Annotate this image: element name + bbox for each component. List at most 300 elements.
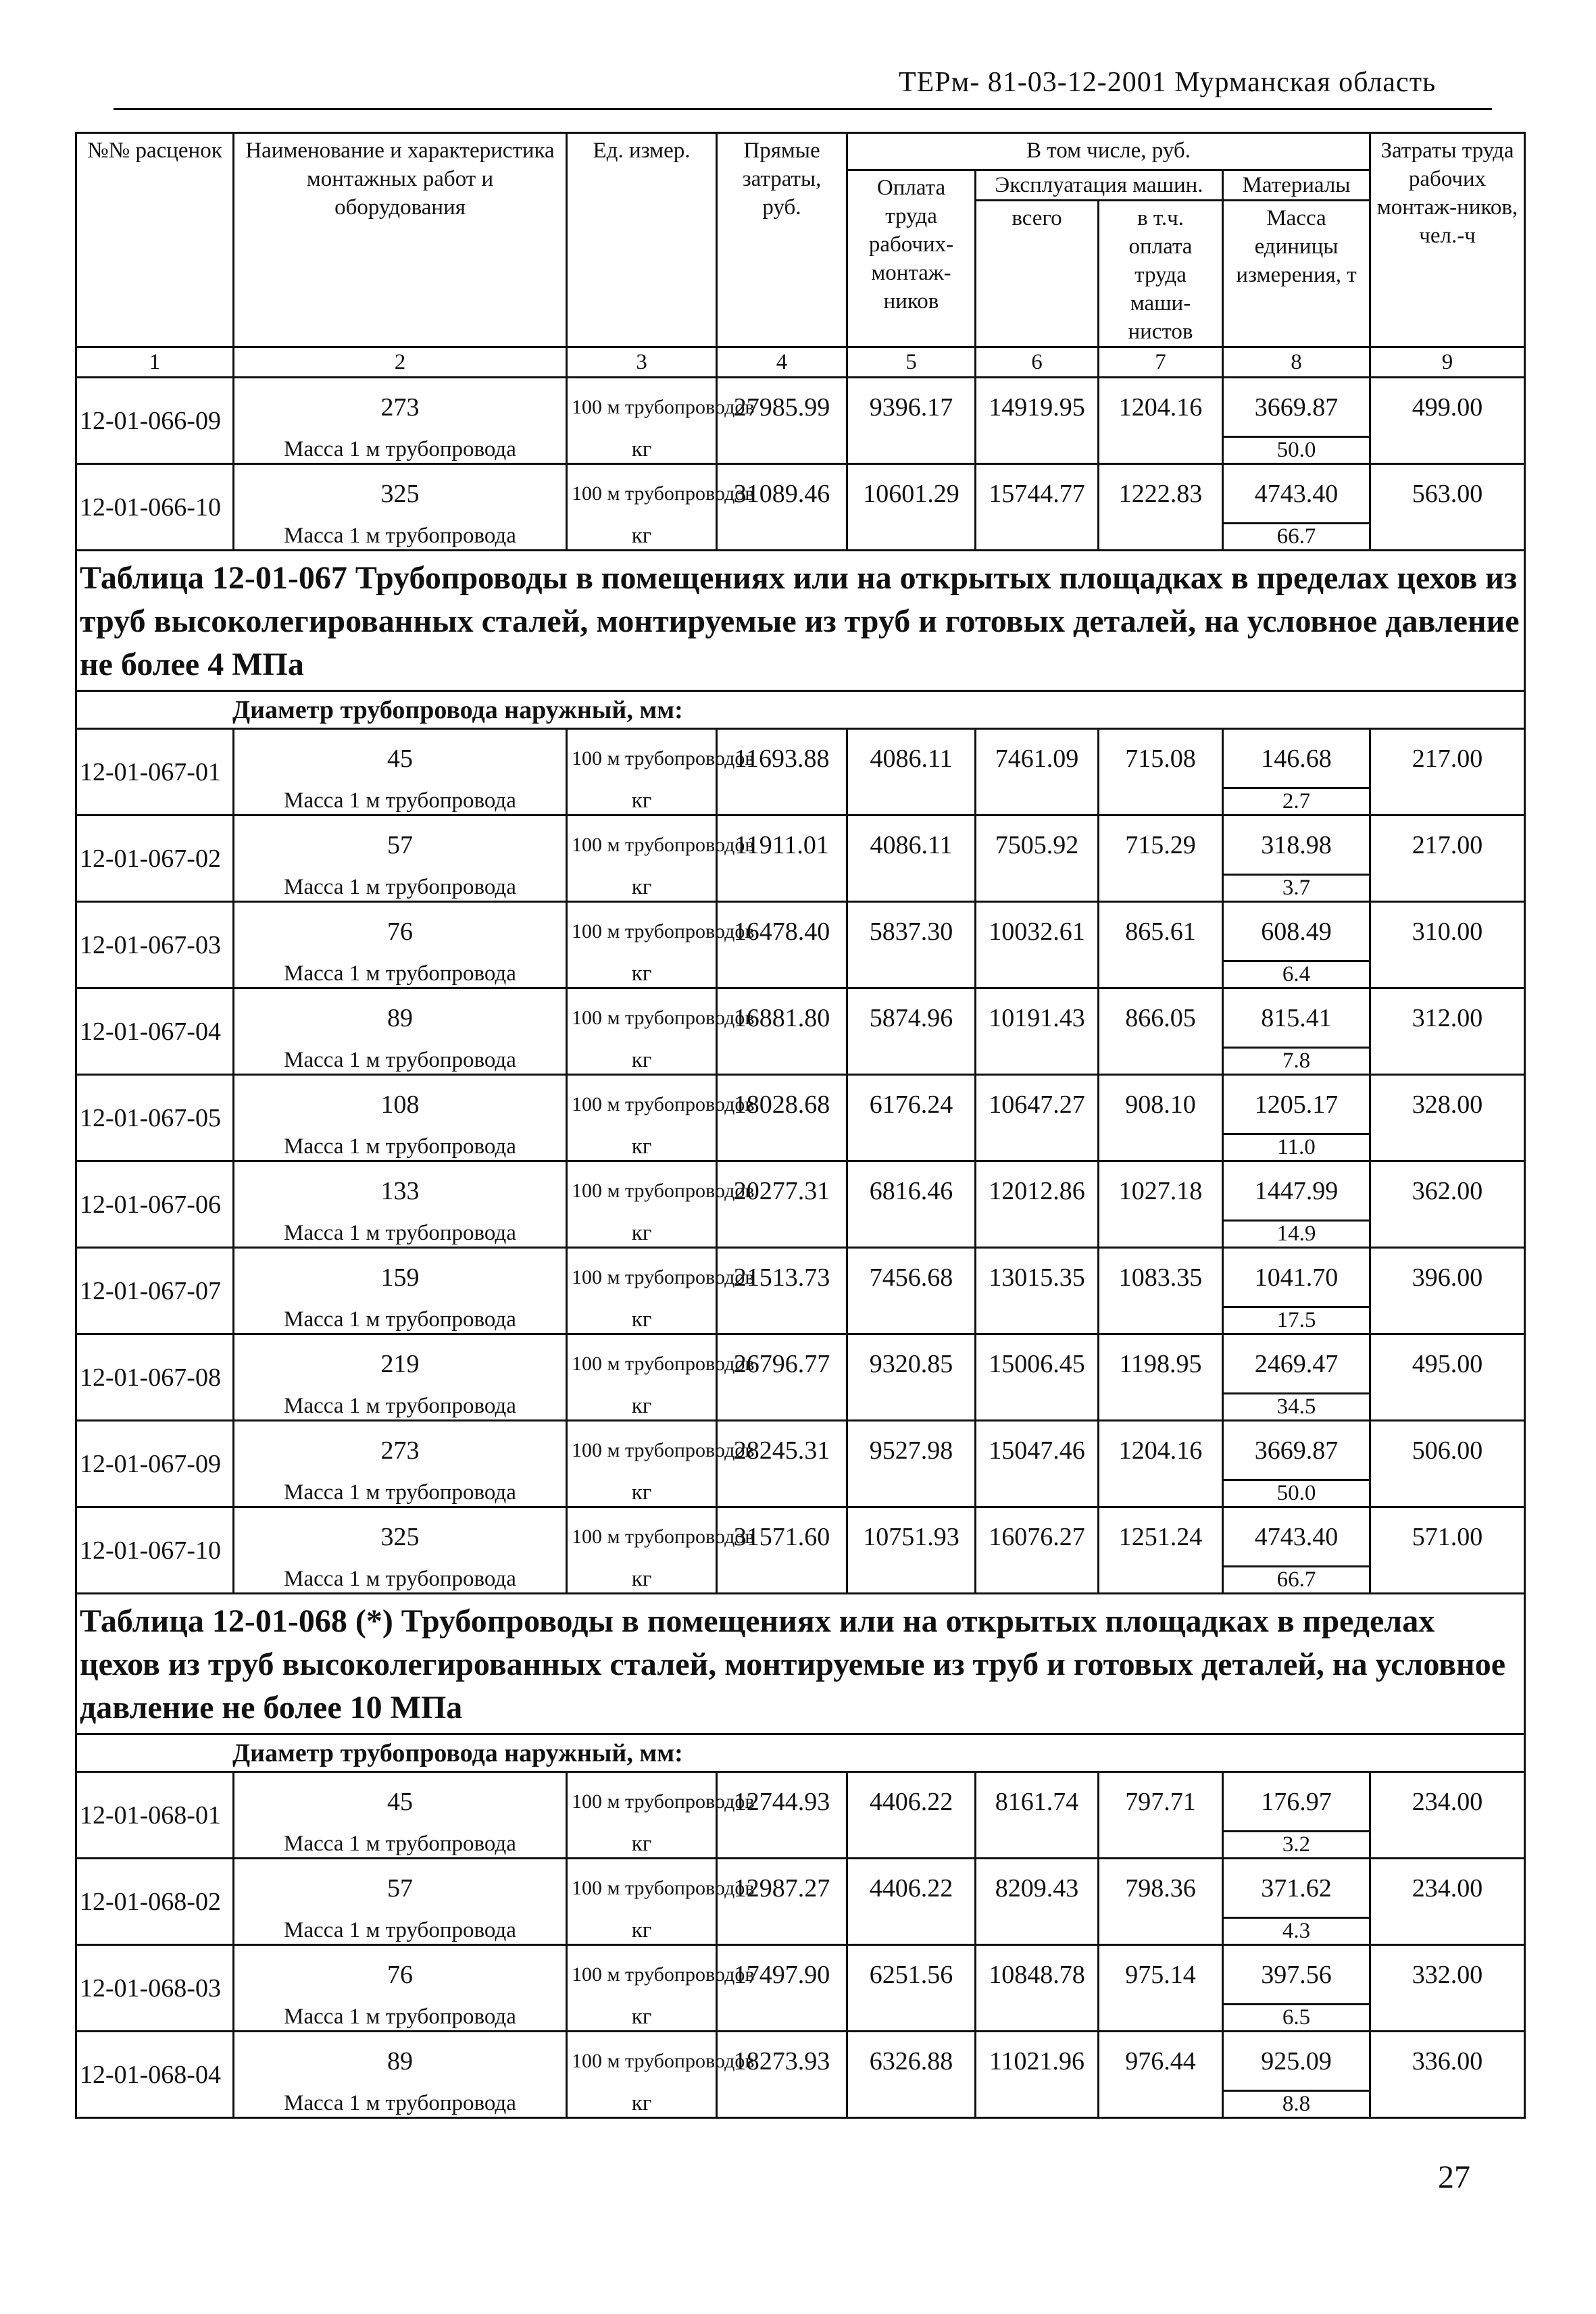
machine-total: 7505.92 [976, 815, 1099, 875]
col-header-direct: Прямые затраты, руб. [717, 133, 847, 347]
empty-cell [976, 1307, 1099, 1334]
pipe-diameter: 89 [234, 2032, 567, 2091]
materials: 1447.99 [1223, 1161, 1370, 1221]
materials: 1041.70 [1223, 1248, 1370, 1307]
labor-pay: 6251.56 [847, 1945, 976, 2005]
col-header-mass: Масса единицы измерения, т [1223, 201, 1370, 347]
rate-row [76, 988, 1525, 1048]
direct-costs: 31571.60 [717, 1507, 847, 1567]
labor-pay: 4086.11 [847, 815, 976, 875]
empty-cell [1370, 2091, 1525, 2118]
empty-cell [1099, 1221, 1223, 1248]
unit-mass: кг [567, 1480, 717, 1507]
empty-cell [976, 1134, 1099, 1161]
materials: 3669.87 [1223, 378, 1370, 437]
empty-cell [717, 1221, 847, 1248]
unit-mass: кг [567, 875, 717, 902]
labor-hours: 396.00 [1370, 1248, 1525, 1307]
mass-value: 66.7 [1223, 524, 1370, 551]
empty-cell [717, 2005, 847, 2032]
mass-label: Масса 1 м трубопровода [234, 788, 567, 815]
rate-row [76, 1421, 1525, 1480]
rate-row [76, 902, 1525, 961]
unit-mass: кг [567, 1567, 717, 1594]
labor-hours: 499.00 [1370, 378, 1525, 437]
empty-cell [1099, 2005, 1223, 2032]
materials: 1205.17 [1223, 1075, 1370, 1134]
mass-label: Масса 1 м трубопровода [234, 1832, 567, 1859]
mass-label: Масса 1 м трубопровода [234, 1567, 567, 1594]
empty-cell [1370, 2005, 1525, 2032]
empty-cell [1099, 961, 1223, 988]
section-title-row [76, 1594, 1525, 1734]
section-title-row [76, 551, 1525, 691]
machine-operator-pay: 798.36 [1099, 1859, 1223, 1918]
direct-costs: 26796.77 [717, 1334, 847, 1394]
machine-total: 15744.77 [976, 464, 1099, 524]
machine-operator-pay: 715.29 [1099, 815, 1223, 875]
mass-value: 50.0 [1223, 1480, 1370, 1507]
diameter-label-row [76, 1734, 1525, 1772]
col-header-incl: В том числе, руб. [847, 133, 1370, 170]
labor-hours: 563.00 [1370, 464, 1525, 524]
materials: 608.49 [1223, 902, 1370, 961]
unit-main: 100 м трубопроводов [567, 988, 717, 1048]
materials: 925.09 [1223, 2032, 1370, 2091]
mass-row [76, 1567, 1525, 1594]
column-number: 3 [567, 347, 717, 378]
diameter-label: Диаметр трубопровода наружный, мм: [76, 691, 1525, 729]
unit-main: 100 м трубопроводов [567, 1075, 717, 1134]
materials: 176.97 [1223, 1772, 1370, 1832]
labor-pay: 4406.22 [847, 1859, 976, 1918]
unit-mass: кг [567, 788, 717, 815]
empty-cell [717, 875, 847, 902]
empty-cell [847, 1307, 976, 1334]
labor-hours: 495.00 [1370, 1334, 1525, 1394]
mass-value: 50.0 [1223, 437, 1370, 464]
empty-cell [976, 2005, 1099, 2032]
rate-row [76, 729, 1525, 788]
labor-pay: 9320.85 [847, 1334, 976, 1394]
mass-value: 17.5 [1223, 1307, 1370, 1334]
unit-main: 100 м трубопроводов [567, 464, 717, 524]
rate-code: 12-01-067-08 [76, 1334, 234, 1421]
empty-cell [976, 1567, 1099, 1594]
empty-cell [976, 1394, 1099, 1421]
machine-total: 10647.27 [976, 1075, 1099, 1134]
rate-row [76, 464, 1525, 524]
materials: 146.68 [1223, 729, 1370, 788]
materials: 815.41 [1223, 988, 1370, 1048]
rate-code: 12-01-067-09 [76, 1421, 234, 1507]
mass-label: Масса 1 м трубопровода [234, 961, 567, 988]
empty-cell [717, 437, 847, 464]
diameter-label-row [76, 691, 1525, 729]
mass-row [76, 2091, 1525, 2118]
empty-cell [847, 1221, 976, 1248]
empty-cell [1099, 1918, 1223, 1945]
labor-pay: 6176.24 [847, 1075, 976, 1134]
empty-cell [1370, 524, 1525, 551]
empty-cell [976, 524, 1099, 551]
column-number-row [76, 347, 1525, 378]
pipe-diameter: 273 [234, 378, 567, 437]
machine-total: 14919.95 [976, 378, 1099, 437]
rate-row [76, 1334, 1525, 1394]
empty-cell [1370, 1221, 1525, 1248]
empty-cell [847, 2091, 976, 2118]
mass-row [76, 2005, 1525, 2032]
unit-mass: кг [567, 1918, 717, 1945]
mass-row [76, 1394, 1525, 1421]
empty-cell [1370, 1307, 1525, 1334]
labor-pay: 4406.22 [847, 1772, 976, 1832]
labor-pay: 6326.88 [847, 2032, 976, 2091]
machine-total: 10848.78 [976, 1945, 1099, 2005]
column-number: 7 [1099, 347, 1223, 378]
pipe-diameter: 76 [234, 1945, 567, 2005]
machine-operator-pay: 865.61 [1099, 902, 1223, 961]
materials: 4743.40 [1223, 1507, 1370, 1567]
pipe-diameter: 133 [234, 1161, 567, 1221]
machine-operator-pay: 976.44 [1099, 2032, 1223, 2091]
mass-value: 11.0 [1223, 1134, 1370, 1161]
rate-code: 12-01-067-01 [76, 729, 234, 815]
unit-main: 100 м трубопроводов [567, 1772, 717, 1832]
materials: 397.56 [1223, 1945, 1370, 2005]
pipe-diameter: 273 [234, 1421, 567, 1480]
column-number: 4 [717, 347, 847, 378]
empty-cell [847, 1134, 976, 1161]
unit-main: 100 м трубопроводов [567, 815, 717, 875]
direct-costs: 12744.93 [717, 1772, 847, 1832]
mass-value: 3.7 [1223, 875, 1370, 902]
machine-total: 8209.43 [976, 1859, 1099, 1918]
mass-value: 3.2 [1223, 1832, 1370, 1859]
unit-main: 100 м трубопроводов [567, 1945, 717, 2005]
machine-total: 15006.45 [976, 1334, 1099, 1394]
machine-operator-pay: 975.14 [1099, 1945, 1223, 2005]
rate-row [76, 1248, 1525, 1307]
unit-mass: кг [567, 1307, 717, 1334]
pipe-diameter: 45 [234, 729, 567, 788]
empty-cell [976, 1918, 1099, 1945]
unit-main: 100 м трубопроводов [567, 378, 717, 437]
machine-total: 12012.86 [976, 1161, 1099, 1221]
mass-label: Масса 1 м трубопровода [234, 2005, 567, 2032]
empty-cell [717, 1832, 847, 1859]
materials: 2469.47 [1223, 1334, 1370, 1394]
pipe-diameter: 57 [234, 1859, 567, 1918]
labor-hours: 234.00 [1370, 1859, 1525, 1918]
unit-mass: кг [567, 1221, 717, 1248]
mass-value: 66.7 [1223, 1567, 1370, 1594]
mass-row [76, 1221, 1525, 1248]
materials: 318.98 [1223, 815, 1370, 875]
labor-hours: 217.00 [1370, 815, 1525, 875]
empty-cell [1099, 1307, 1223, 1334]
unit-main: 100 м трубопроводов [567, 729, 717, 788]
pipe-diameter: 325 [234, 464, 567, 524]
unit-main: 100 м трубопроводов [567, 1421, 717, 1480]
materials: 4743.40 [1223, 464, 1370, 524]
empty-cell [717, 524, 847, 551]
mass-label: Масса 1 м трубопровода [234, 524, 567, 551]
mass-row [76, 1480, 1525, 1507]
labor-hours: 312.00 [1370, 988, 1525, 1048]
empty-cell [717, 1480, 847, 1507]
empty-cell [1099, 524, 1223, 551]
rate-code: 12-01-067-10 [76, 1507, 234, 1594]
direct-costs: 17497.90 [717, 1945, 847, 2005]
machine-total: 11021.96 [976, 2032, 1099, 2091]
machine-total: 15047.46 [976, 1421, 1099, 1480]
empty-cell [976, 1048, 1099, 1075]
rate-code: 12-01-068-03 [76, 1945, 234, 2032]
empty-cell [847, 437, 976, 464]
machine-operator-pay: 797.71 [1099, 1772, 1223, 1832]
mass-label: Масса 1 м трубопровода [234, 1134, 567, 1161]
empty-cell [1099, 1832, 1223, 1859]
empty-cell [847, 1480, 976, 1507]
rate-row [76, 1075, 1525, 1134]
rates-table [75, 132, 1526, 2119]
pipe-diameter: 57 [234, 815, 567, 875]
empty-cell [976, 2091, 1099, 2118]
empty-cell [1099, 1048, 1223, 1075]
direct-costs: 20277.31 [717, 1161, 847, 1221]
empty-cell [717, 1307, 847, 1334]
mass-label: Масса 1 м трубопровода [234, 1480, 567, 1507]
pipe-diameter: 89 [234, 988, 567, 1048]
col-header-num: №№ расценок [76, 133, 234, 347]
col-header-mat: Материалы [1223, 170, 1370, 201]
empty-cell [847, 1394, 976, 1421]
rates-table-body [76, 133, 1525, 2118]
unit-main: 100 м трубопроводов [567, 1161, 717, 1221]
header-rule [114, 108, 1492, 110]
mass-value: 8.8 [1223, 2091, 1370, 2118]
labor-hours: 328.00 [1370, 1075, 1525, 1134]
direct-costs: 16881.80 [717, 988, 847, 1048]
empty-cell [1099, 1394, 1223, 1421]
empty-cell [847, 1048, 976, 1075]
pipe-diameter: 108 [234, 1075, 567, 1134]
labor-pay: 4086.11 [847, 729, 976, 788]
column-number: 1 [76, 347, 234, 378]
column-number: 5 [847, 347, 976, 378]
machine-operator-pay: 1204.16 [1099, 1421, 1223, 1480]
mass-label: Масса 1 м трубопровода [234, 1394, 567, 1421]
empty-cell [847, 875, 976, 902]
machine-total: 8161.74 [976, 1772, 1099, 1832]
pipe-diameter: 325 [234, 1507, 567, 1567]
mass-row [76, 961, 1525, 988]
mass-row [76, 875, 1525, 902]
machine-operator-pay: 1222.83 [1099, 464, 1223, 524]
empty-cell [1099, 437, 1223, 464]
pipe-diameter: 219 [234, 1334, 567, 1394]
materials: 371.62 [1223, 1859, 1370, 1918]
empty-cell [976, 1480, 1099, 1507]
direct-costs: 28245.31 [717, 1421, 847, 1480]
rate-code: 12-01-068-04 [76, 2032, 234, 2118]
col-header-labor: Оплата труда рабочих-монтаж-ников [847, 170, 976, 347]
empty-cell [1099, 1480, 1223, 1507]
unit-main: 100 м трубопроводов [567, 1507, 717, 1567]
machine-operator-pay: 1198.95 [1099, 1334, 1223, 1394]
column-number: 8 [1223, 347, 1370, 378]
machine-total: 10191.43 [976, 988, 1099, 1048]
labor-pay: 6816.46 [847, 1161, 976, 1221]
empty-cell [976, 961, 1099, 988]
direct-costs: 21513.73 [717, 1248, 847, 1307]
unit-mass: кг [567, 2091, 717, 2118]
empty-cell [847, 1832, 976, 1859]
mass-value: 7.8 [1223, 1048, 1370, 1075]
rate-code: 12-01-067-04 [76, 988, 234, 1075]
pipe-diameter: 45 [234, 1772, 567, 1832]
empty-cell [1370, 1048, 1525, 1075]
empty-cell [976, 1832, 1099, 1859]
machine-operator-pay: 1251.24 [1099, 1507, 1223, 1567]
empty-cell [1370, 437, 1525, 464]
empty-cell [1099, 1134, 1223, 1161]
materials: 3669.87 [1223, 1421, 1370, 1480]
labor-hours: 506.00 [1370, 1421, 1525, 1480]
mass-row [76, 524, 1525, 551]
empty-cell [717, 788, 847, 815]
unit-main: 100 м трубопроводов [567, 1859, 717, 1918]
unit-main: 100 м трубопроводов [567, 1334, 717, 1394]
col-header-mach-incl: в т.ч. оплата труда маши-нистов [1099, 201, 1223, 347]
empty-cell [847, 788, 976, 815]
mass-label: Масса 1 м трубопровода [234, 1918, 567, 1945]
labor-hours: 571.00 [1370, 1507, 1525, 1567]
mass-label: Масса 1 м трубопровода [234, 1221, 567, 1248]
column-number: 6 [976, 347, 1099, 378]
rate-code: 12-01-066-09 [76, 378, 234, 464]
empty-cell [1370, 961, 1525, 988]
mass-row [76, 1832, 1525, 1859]
page-number: 27 [1438, 2159, 1470, 2195]
empty-cell [1370, 1567, 1525, 1594]
mass-value: 4.3 [1223, 1918, 1370, 1945]
machine-total: 7461.09 [976, 729, 1099, 788]
col-header-mach-total: всего [976, 201, 1099, 347]
labor-hours: 332.00 [1370, 1945, 1525, 2005]
unit-main: 100 м трубопроводов [567, 2032, 717, 2091]
direct-costs: 18028.68 [717, 1075, 847, 1134]
mass-value: 6.4 [1223, 961, 1370, 988]
rate-row [76, 1945, 1525, 2005]
empty-cell [1099, 1567, 1223, 1594]
empty-cell [1099, 788, 1223, 815]
col-header-hours: Затраты труда рабочих монтаж-ников, чел.-ч [1370, 133, 1525, 347]
empty-cell [1370, 1918, 1525, 1945]
mass-row [76, 1134, 1525, 1161]
mass-label: Масса 1 м трубопровода [234, 1048, 567, 1075]
unit-mass: кг [567, 2005, 717, 2032]
labor-pay: 5837.30 [847, 902, 976, 961]
empty-cell [717, 2091, 847, 2118]
rate-row [76, 1161, 1525, 1221]
col-header-name: Наименование и характеристика монтажных работ и оборудования [234, 133, 567, 347]
empty-cell [1099, 2091, 1223, 2118]
empty-cell [847, 961, 976, 988]
rate-row [76, 815, 1525, 875]
mass-row [76, 788, 1525, 815]
machine-total: 13015.35 [976, 1248, 1099, 1307]
unit-mass: кг [567, 1048, 717, 1075]
rate-code: 12-01-067-03 [76, 902, 234, 988]
mass-value: 6.5 [1223, 2005, 1370, 2032]
labor-pay: 5874.96 [847, 988, 976, 1048]
labor-hours: 362.00 [1370, 1161, 1525, 1221]
empty-cell [847, 1918, 976, 1945]
empty-cell [1370, 1134, 1525, 1161]
machine-operator-pay: 866.05 [1099, 988, 1223, 1048]
rate-code: 12-01-068-01 [76, 1772, 234, 1859]
column-number: 9 [1370, 347, 1525, 378]
labor-pay: 10751.93 [847, 1507, 976, 1567]
direct-costs: 18273.93 [717, 2032, 847, 2091]
machine-operator-pay: 715.08 [1099, 729, 1223, 788]
labor-pay: 9527.98 [847, 1421, 976, 1480]
mass-label: Масса 1 м трубопровода [234, 437, 567, 464]
col-header-unit: Ед. измер. [567, 133, 717, 347]
direct-costs: 12987.27 [717, 1859, 847, 1918]
empty-cell [717, 1918, 847, 1945]
page-header: ТЕРм- 81-03-12-2001 Мурманская область [899, 67, 1437, 98]
machine-total: 16076.27 [976, 1507, 1099, 1567]
unit-mass: кг [567, 1134, 717, 1161]
empty-cell [976, 437, 1099, 464]
empty-cell [1370, 1480, 1525, 1507]
machine-operator-pay: 1027.18 [1099, 1161, 1223, 1221]
rate-code: 12-01-067-06 [76, 1161, 234, 1248]
rate-code: 12-01-067-02 [76, 815, 234, 902]
rate-row [76, 1859, 1525, 1918]
rate-row [76, 1507, 1525, 1567]
section-title: Таблица 12-01-068 (*) Трубопроводы в помещениях или на открытых площадках в пределах цехов из труб высоколегированных сталей, монтируемые из труб и готовых деталей, на условное давление не более 10 МПа [76, 1594, 1525, 1734]
column-number: 2 [234, 347, 567, 378]
rate-row [76, 378, 1525, 437]
empty-cell [1370, 875, 1525, 902]
mass-label: Масса 1 м трубопровода [234, 2091, 567, 2118]
mass-value: 2.7 [1223, 788, 1370, 815]
direct-costs: 11693.88 [717, 729, 847, 788]
col-header-mach: Эксплуатация машин. [976, 170, 1223, 201]
labor-pay: 9396.17 [847, 378, 976, 437]
machine-operator-pay: 1204.16 [1099, 378, 1223, 437]
mass-row [76, 437, 1525, 464]
direct-costs: 27985.99 [717, 378, 847, 437]
empty-cell [717, 1134, 847, 1161]
unit-main: 100 м трубопроводов [567, 902, 717, 961]
mass-value: 14.9 [1223, 1221, 1370, 1248]
diameter-label: Диаметр трубопровода наружный, мм: [76, 1734, 1525, 1772]
mass-row [76, 1918, 1525, 1945]
empty-cell [717, 1048, 847, 1075]
empty-cell [1370, 1832, 1525, 1859]
empty-cell [976, 1221, 1099, 1248]
rate-code: 12-01-066-10 [76, 464, 234, 551]
empty-cell [847, 524, 976, 551]
labor-hours: 234.00 [1370, 1772, 1525, 1832]
rate-code: 12-01-067-05 [76, 1075, 234, 1161]
